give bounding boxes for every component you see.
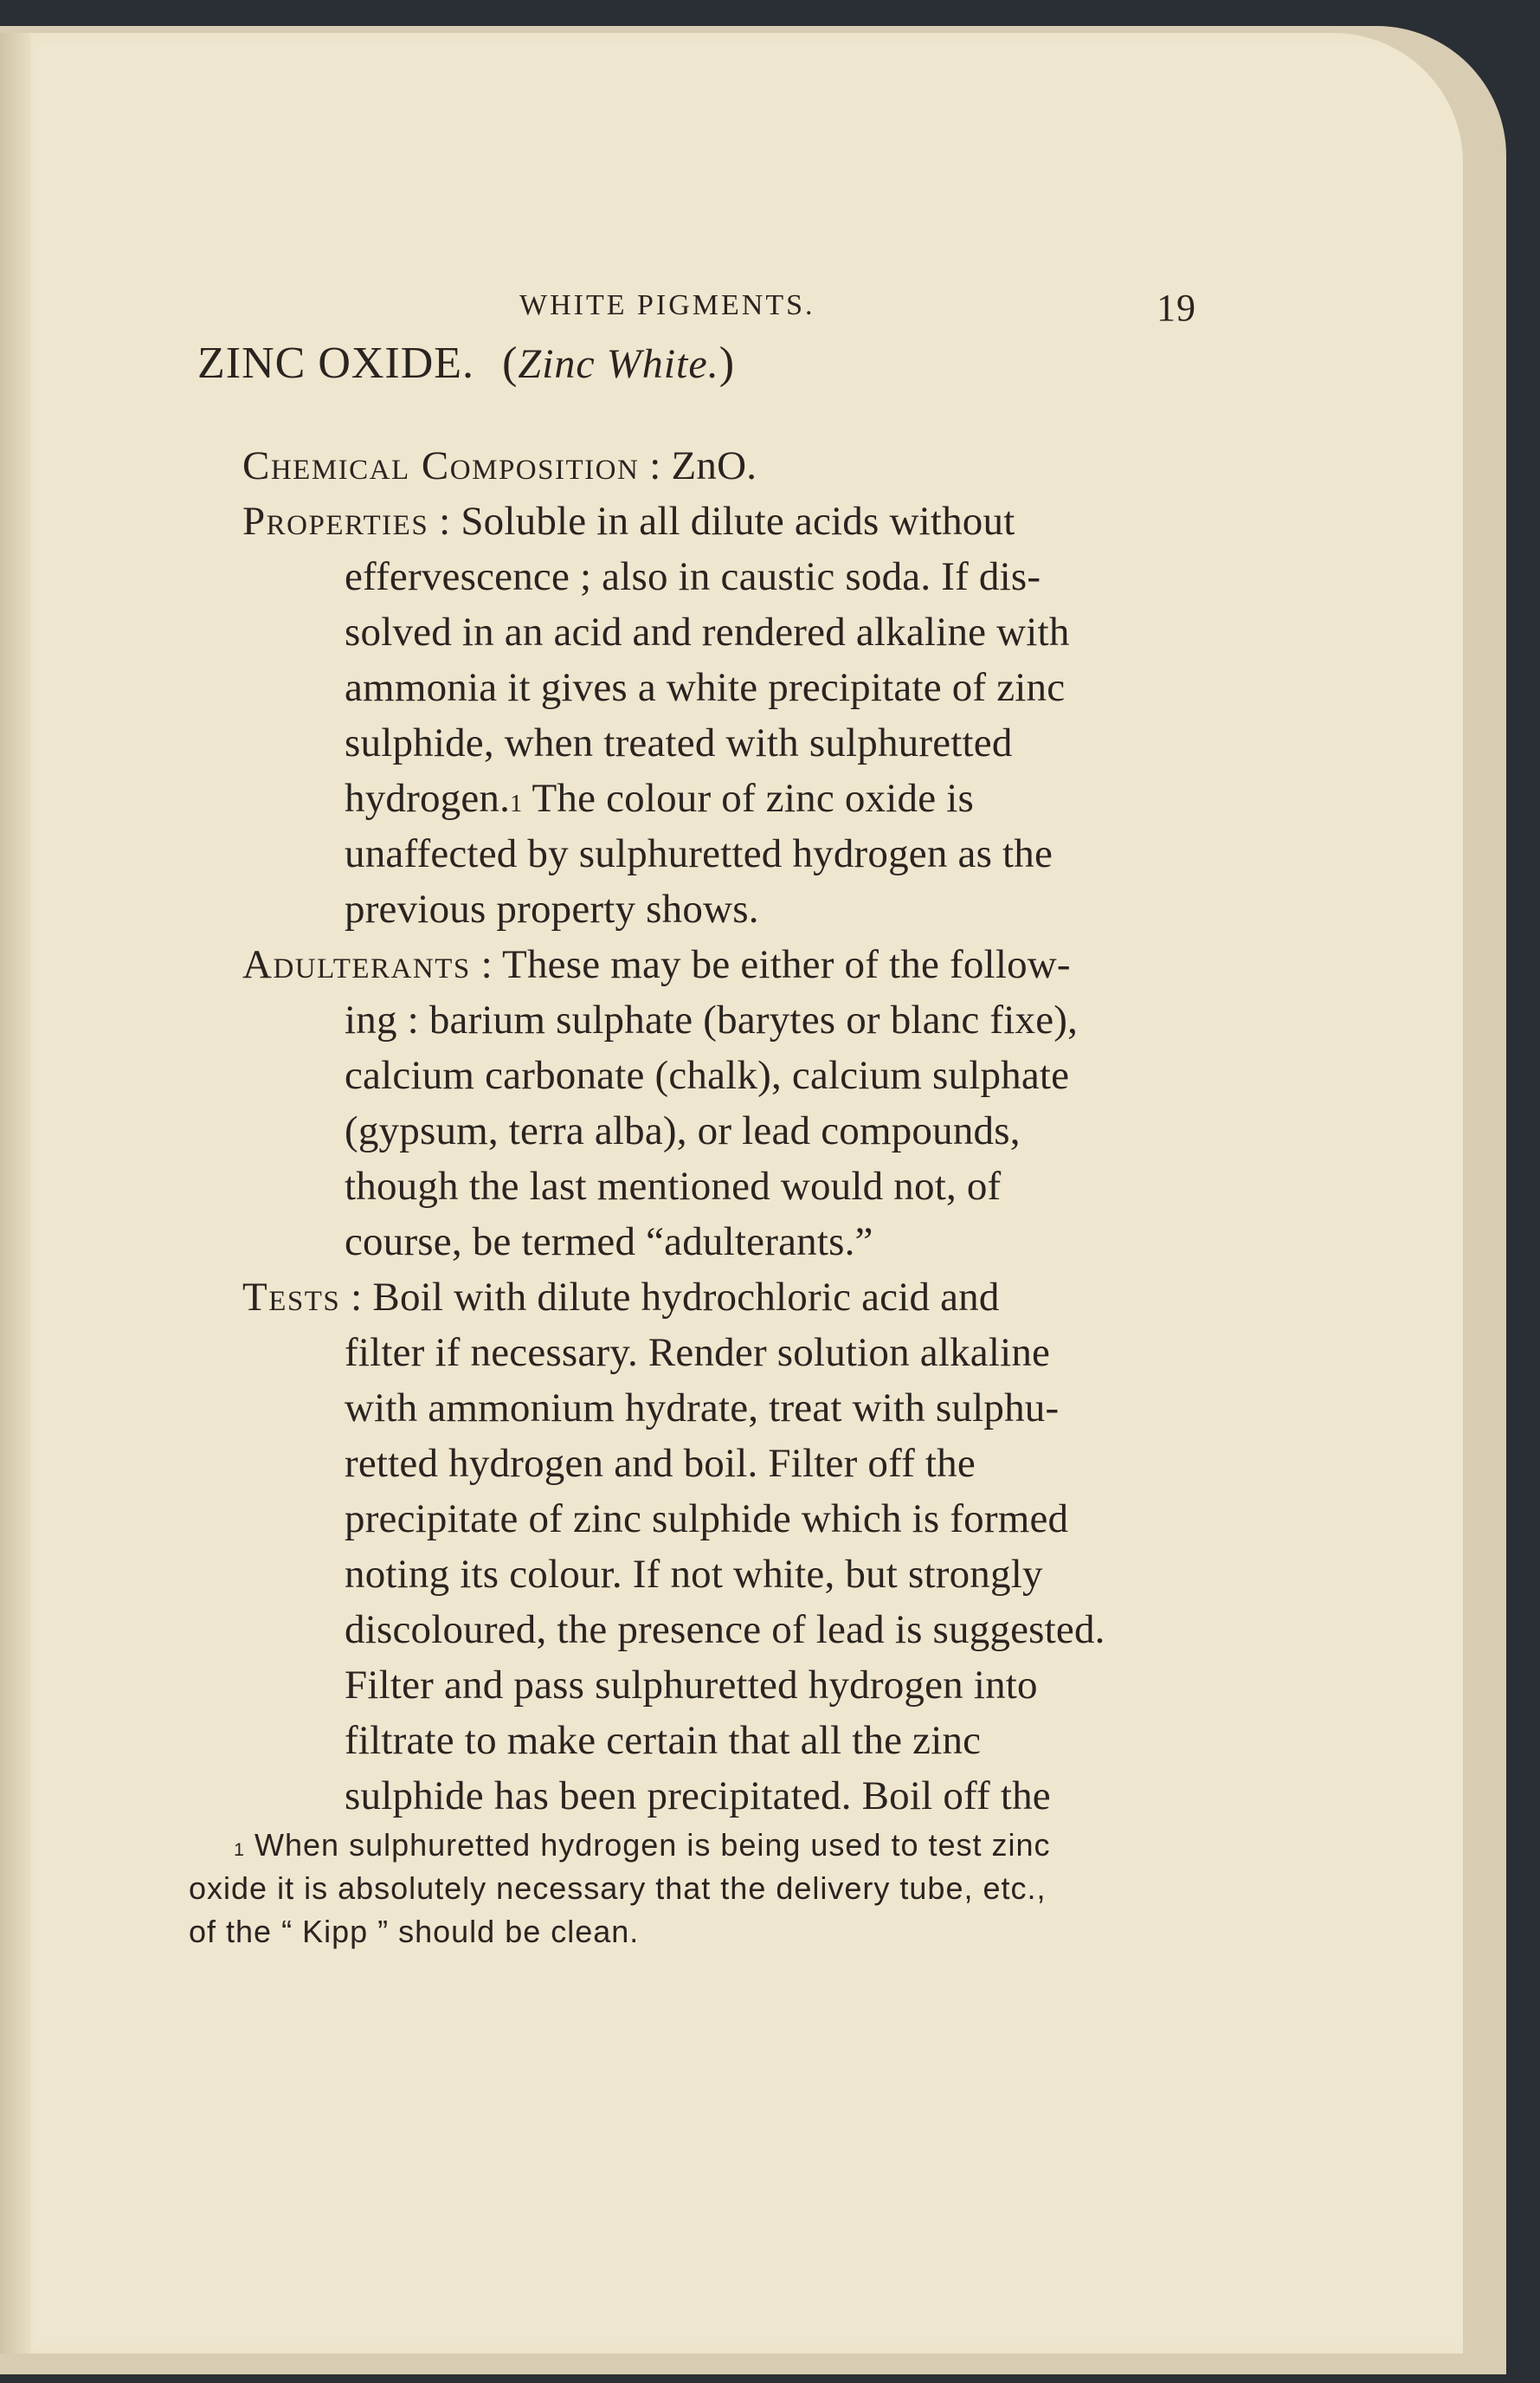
adulterants-line: (gypsum, terra alba), or lead compounds, bbox=[345, 1108, 1021, 1153]
tests-line: filtrate to make certain that all the zinc bbox=[345, 1718, 982, 1763]
adulterants-line: calcium carbonate (chalk), calcium sulphate bbox=[345, 1053, 1070, 1098]
properties-line: solved in an acid and rendered alkaline with bbox=[345, 610, 1070, 655]
tests-label: Tests bbox=[242, 1275, 341, 1320]
adulterants-first-line: Adulterants : These may be either of the follow- bbox=[242, 942, 1071, 987]
composition-line: Chemical Composition : ZnO. bbox=[242, 443, 757, 488]
tests-line: Filter and pass sulphuretted hydrogen into bbox=[345, 1663, 1038, 1708]
footnote-line: of the “ Kipp ” should be clean. bbox=[189, 1914, 640, 1949]
tests-line: noting its colour. If not white, but strongly bbox=[345, 1552, 1043, 1597]
running-head-title: WHITE PIGMENTS. bbox=[519, 289, 815, 321]
properties-line: ammonia it gives a white precipitate of zinc bbox=[345, 665, 1066, 710]
adulterants-label: Adulterants bbox=[242, 942, 471, 987]
adulterants-line: though the last mentioned would not, of bbox=[345, 1164, 1002, 1209]
properties-line: previous property shows. bbox=[345, 887, 759, 932]
footnote-line: oxide it is absolutely necessary that the delivery tube, etc., bbox=[189, 1870, 1047, 1906]
footnote-reference: 1 bbox=[510, 791, 523, 817]
page-number: 19 bbox=[1157, 287, 1196, 329]
book-page bbox=[0, 33, 1463, 2354]
properties-line: unaffected by sulphuretted hydrogen as the bbox=[345, 831, 1054, 876]
composition-label: Chemical Composition bbox=[242, 443, 640, 488]
tests-line: filter if necessary. Render solution alkaline bbox=[345, 1330, 1051, 1375]
heading-main: ZINC OXIDE. bbox=[197, 339, 475, 388]
properties-line: sulphide, when treated with sulphuretted bbox=[345, 720, 1013, 765]
page-gutter bbox=[0, 33, 31, 2354]
composition-value: ZnO. bbox=[671, 443, 757, 488]
tests-line: sulphide has been precipitated. Boil off the bbox=[345, 1773, 1051, 1818]
footnote-marker: 1 bbox=[234, 1838, 246, 1860]
tests-line: with ammonium hydrate, treat with sulphu- bbox=[345, 1385, 1060, 1430]
tests-line: precipitate of zinc sulphide which is formed bbox=[345, 1496, 1069, 1541]
properties-first-line: Properties : Soluble in all dilute acids without bbox=[242, 499, 1015, 544]
tests-line: retted hydrogen and boil. Filter off the bbox=[345, 1441, 976, 1486]
properties-line: effervescence ; also in caustic soda. If dis- bbox=[345, 554, 1041, 599]
tests-first-line: Tests : Boil with dilute hydrochloric acid and bbox=[242, 1275, 1000, 1320]
adulterants-line: course, be termed “adulterants.” bbox=[345, 1219, 873, 1264]
section-heading bbox=[197, 339, 735, 389]
heading-alt: (Zinc White.) bbox=[502, 339, 736, 388]
properties-line-with-footnote: hydrogen.$^1$ The colour of zinc oxide is bbox=[345, 776, 974, 821]
adulterants-line: ing : barium sulphate (barytes or blanc fixe), bbox=[345, 998, 1079, 1043]
properties-label: Properties bbox=[242, 499, 429, 544]
tests-line: discoloured, the presence of lead is suggested. bbox=[345, 1607, 1105, 1652]
footnote-line: $^1$ When sulphuretted hydrogen is being used to test zinc bbox=[234, 1827, 1051, 1863]
